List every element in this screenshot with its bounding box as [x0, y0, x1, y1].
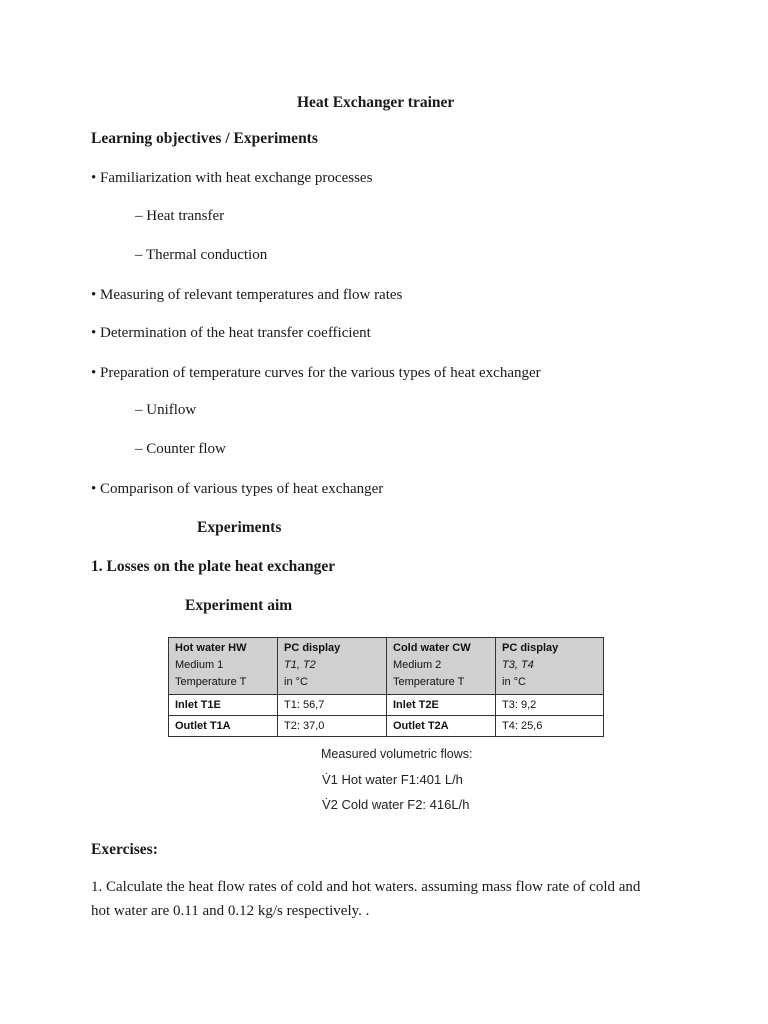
bullet-item: • Preparation of temperature curves for the various types of heat exchanger: [91, 365, 541, 381]
table-row: [169, 695, 604, 716]
table-row: [169, 716, 604, 737]
table-header-cell: PC display T3, T4 in °C: [496, 638, 604, 695]
experiments-heading: Experiments: [197, 519, 282, 536]
bullet-item: • Comparison of various types of heat exchanger: [91, 481, 384, 497]
flow-cold-water: V̇2 Cold water F2: 416L/h: [322, 797, 470, 812]
table-cell: Inlet T1E: [169, 695, 278, 716]
sub-bullet-item: – Thermal conduction: [135, 247, 268, 263]
exercise-text: hot water are 0.11 and 0.12 kg/s respectively. .: [91, 903, 370, 919]
exercise-text: 1. Calculate the heat flow rates of cold and hot waters. assuming mass flow rate of cold and: [91, 879, 641, 895]
page-title: Heat Exchanger trainer: [297, 94, 455, 111]
flow-hot-water: V̇1 Hot water F1:401 L/h: [322, 772, 463, 787]
measurement-table: [168, 637, 604, 737]
table-cell: T4: 25,6: [496, 716, 604, 737]
table-cell: T3: 9,2: [496, 695, 604, 716]
experiment-1-heading: 1. Losses on the plate heat exchanger: [91, 558, 336, 575]
table-cell: Inlet T2E: [387, 695, 496, 716]
flows-title: Measured volumetric flows:: [321, 747, 473, 761]
table-header-cell: Cold water CW Medium 2 Temperature T: [387, 638, 496, 695]
bullet-item: • Familiarization with heat exchange processes: [91, 170, 373, 186]
bullet-item: • Determination of the heat transfer coefficient: [91, 325, 371, 341]
experiment-aim-heading: Experiment aim: [185, 597, 293, 614]
table-cell: T1: 56,7: [278, 695, 387, 716]
table-header-cell: PC display T1, T2 in °C: [278, 638, 387, 695]
sub-bullet-item: – Heat transfer: [135, 208, 225, 224]
table-cell: Outlet T1A: [169, 716, 278, 737]
table-header-row: [169, 638, 604, 695]
objectives-heading: Learning objectives / Experiments: [91, 130, 318, 147]
bullet-item: • Measuring of relevant temperatures and flow rates: [91, 287, 403, 303]
exercises-heading: Exercises:: [91, 841, 158, 858]
sub-bullet-item: – Counter flow: [135, 441, 226, 457]
sub-bullet-item: – Uniflow: [135, 402, 197, 418]
table-cell: T2: 37,0: [278, 716, 387, 737]
table-cell: Outlet T2A: [387, 716, 496, 737]
table-header-cell: Hot water HW Medium 1 Temperature T: [169, 638, 278, 695]
